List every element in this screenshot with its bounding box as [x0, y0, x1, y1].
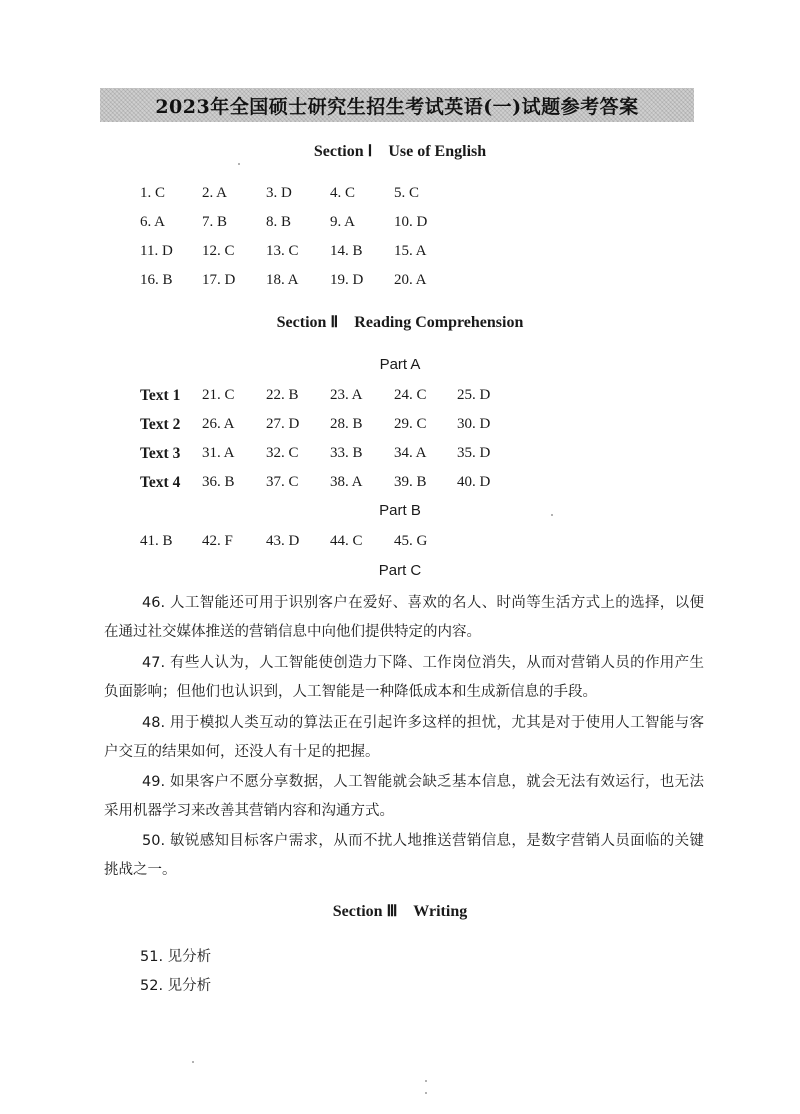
part-c-heading: Part C — [378, 562, 422, 579]
answer: 27. D — [266, 416, 300, 432]
writing-item-51: 51. 见分析 — [140, 949, 212, 965]
answer: 25. D — [457, 387, 491, 403]
answer: 11. D — [140, 243, 173, 259]
scan-speck — [192, 1061, 194, 1063]
section-2-heading: Section Ⅱ Reading Comprehension — [276, 314, 524, 331]
answer: 45. G — [394, 533, 428, 549]
translation-item-49: 49. 如果客户不愿分享数据，人工智能就会缺乏基本信息，就会无法有效运行，也无法采用机器学习来改善其营销内容和沟通方式。 — [104, 774, 704, 819]
answer: 4. C — [330, 185, 356, 201]
answer: 16. B — [140, 272, 173, 288]
answer: 8. B — [266, 214, 292, 230]
answer: 24. C — [394, 387, 427, 403]
text-label: Text 4 — [140, 474, 181, 491]
answer: 14. B — [330, 243, 363, 259]
writing-item-52: 52. 见分析 — [140, 978, 212, 994]
answer: 21. C — [202, 387, 235, 403]
answer: 20. A — [394, 272, 427, 288]
answer: 13. C — [266, 243, 299, 259]
answer: 35. D — [457, 445, 491, 461]
answer: 29. C — [394, 416, 427, 432]
answer: 9. A — [330, 214, 356, 230]
part-b-heading: Part B — [379, 502, 421, 519]
answer: 6. A — [140, 214, 166, 230]
answer: 12. C — [202, 243, 235, 259]
answer: 39. B — [394, 474, 427, 490]
translation-item-48: 48. 用于模拟人类互动的算法正在引起许多这样的担忧，尤其是对于使用人工智能与客户交互的结果如何，还没人有十足的把握。 — [104, 715, 704, 760]
answer: 3. D — [266, 185, 292, 201]
text-label: Text 3 — [140, 445, 181, 462]
scan-speck — [551, 514, 553, 516]
answer: 19. D — [330, 272, 364, 288]
answer: 10. D — [394, 214, 428, 230]
answer: 37. C — [266, 474, 299, 490]
answer: 40. D — [457, 474, 491, 490]
answer: 36. B — [202, 474, 235, 490]
title-banner — [100, 88, 694, 122]
text-label: Text 2 — [140, 416, 181, 433]
answer: 18. A — [266, 272, 299, 288]
answer: 5. C — [394, 185, 420, 201]
answer: 44. C — [330, 533, 363, 549]
answer: 17. D — [202, 272, 236, 288]
scan-speck — [425, 1092, 427, 1094]
scan-speck — [238, 163, 240, 165]
part-a-heading: Part A — [379, 356, 421, 373]
translation-item-50: 50. 敏锐感知目标客户需求，从而不扰人地推送营销信息，是数字营销人员面临的关键挑战之一。 — [104, 833, 704, 878]
section-1-heading: Section Ⅰ Use of English — [313, 143, 487, 160]
answer: 43. D — [266, 533, 300, 549]
answer: 33. B — [330, 445, 363, 461]
scan-speck — [425, 1080, 427, 1082]
answer: 1. C — [140, 185, 166, 201]
answer: 22. B — [266, 387, 299, 403]
answer: 2. A — [202, 185, 228, 201]
answer: 23. A — [330, 387, 363, 403]
translation-item-46: 46. 人工智能还可用于识别客户在爱好、喜欢的名人、时尚等生活方式上的选择，以便在通过社交媒体推送的营销信息中向他们提供特定的内容。 — [104, 595, 704, 640]
translation-item-47: 47. 有些人认为，人工智能使创造力下降、工作岗位消失，从而对营销人员的作用产生负面影响；但他们也认识到，人工智能是一种降低成本和生成新信息的手段。 — [104, 655, 704, 700]
answer: 30. D — [457, 416, 491, 432]
answer: 26. A — [202, 416, 235, 432]
answer: 15. A — [394, 243, 427, 259]
answer: 41. B — [140, 533, 173, 549]
answer: 38. A — [330, 474, 363, 490]
answer: 34. A — [394, 445, 427, 461]
text-label: Text 1 — [140, 387, 181, 404]
answer: 42. F — [202, 533, 233, 549]
section-3-heading: Section Ⅲ Writing — [332, 903, 468, 920]
answer: 31. A — [202, 445, 235, 461]
page-title: 2023年全国硕士研究生招生考试英语(一)试题参考答案 — [155, 95, 639, 118]
answer: 32. C — [266, 445, 299, 461]
answer: 7. B — [202, 214, 228, 230]
answer: 28. B — [330, 416, 363, 432]
